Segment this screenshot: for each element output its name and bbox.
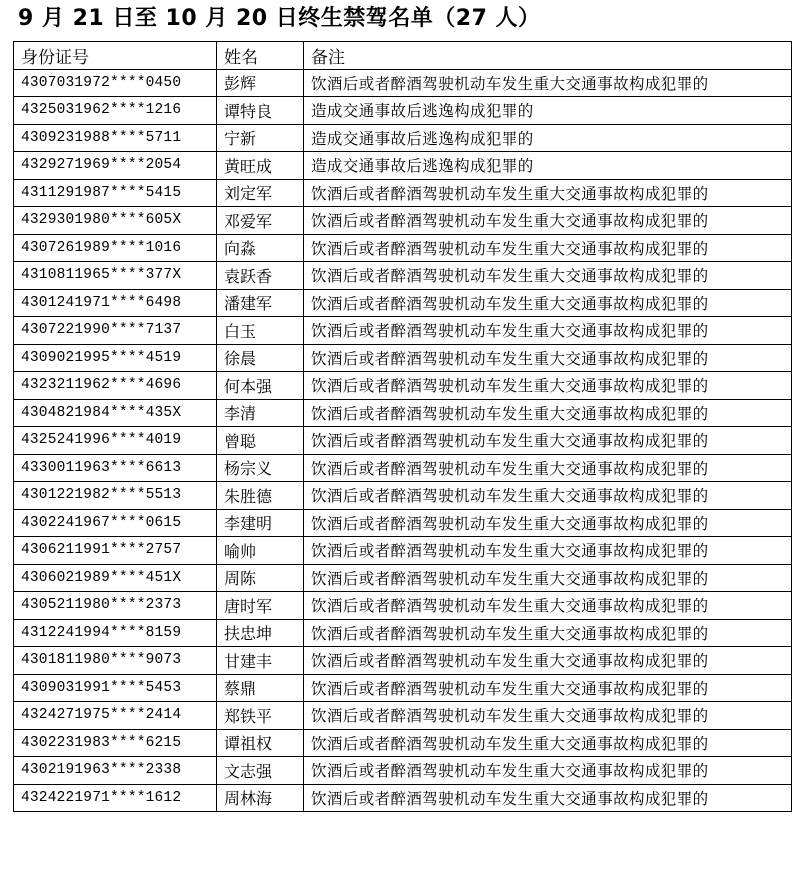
name-cell: 白玉 — [217, 317, 304, 345]
id-number-cell: 4325241996****4019 — [14, 427, 217, 455]
id-number-cell: 4325031962****1216 — [14, 97, 217, 125]
note-cell: 饮酒后或者醉酒驾驶机动车发生重大交通事故构成犯罪的 — [304, 784, 792, 812]
note-cell: 饮酒后或者醉酒驾驶机动车发生重大交通事故构成犯罪的 — [304, 207, 792, 235]
table-row — [14, 674, 792, 702]
note-cell: 饮酒后或者醉酒驾驶机动车发生重大交通事故构成犯罪的 — [304, 647, 792, 675]
note-cell: 饮酒后或者醉酒驾驶机动车发生重大交通事故构成犯罪的 — [304, 454, 792, 482]
table-row — [14, 564, 792, 592]
table-body — [14, 69, 792, 812]
name-cell: 扶忠坤 — [217, 619, 304, 647]
id-number-cell: 4309231988****5711 — [14, 124, 217, 152]
id-number-cell: 4311291987****5415 — [14, 179, 217, 207]
id-number-cell: 4304821984****435X — [14, 399, 217, 427]
note-cell: 饮酒后或者醉酒驾驶机动车发生重大交通事故构成犯罪的 — [304, 179, 792, 207]
table-row — [14, 179, 792, 207]
note-cell: 饮酒后或者醉酒驾驶机动车发生重大交通事故构成犯罪的 — [304, 564, 792, 592]
name-cell: 喻帅 — [217, 537, 304, 565]
table-header-row — [14, 42, 792, 70]
name-cell: 杨宗义 — [217, 454, 304, 482]
id-number-cell: 4324221971****1612 — [14, 784, 217, 812]
note-cell: 饮酒后或者醉酒驾驶机动车发生重大交通事故构成犯罪的 — [304, 537, 792, 565]
table-row — [14, 207, 792, 235]
table-row — [14, 784, 792, 812]
id-number-cell: 4329301980****605X — [14, 207, 217, 235]
id-number-cell: 4309031991****5453 — [14, 674, 217, 702]
table-row — [14, 509, 792, 537]
note-cell: 造成交通事故后逃逸构成犯罪的 — [304, 152, 792, 180]
table-row — [14, 97, 792, 125]
table-row — [14, 372, 792, 400]
name-cell: 唐时军 — [217, 592, 304, 620]
note-cell: 饮酒后或者醉酒驾驶机动车发生重大交通事故构成犯罪的 — [304, 317, 792, 345]
id-number-cell: 4306211991****2757 — [14, 537, 217, 565]
note-cell: 造成交通事故后逃逸构成犯罪的 — [304, 97, 792, 125]
table-row — [14, 647, 792, 675]
name-cell: 李建明 — [217, 509, 304, 537]
note-cell: 饮酒后或者醉酒驾驶机动车发生重大交通事故构成犯罪的 — [304, 619, 792, 647]
note-cell: 饮酒后或者醉酒驾驶机动车发生重大交通事故构成犯罪的 — [304, 372, 792, 400]
column-header-name: 姓名 — [217, 42, 304, 70]
name-cell: 黄旺成 — [217, 152, 304, 180]
id-number-cell: 4305211980****2373 — [14, 592, 217, 620]
id-number-cell: 4306021989****451X — [14, 564, 217, 592]
name-cell: 周林海 — [217, 784, 304, 812]
column-header-note: 备注 — [304, 42, 792, 70]
note-cell: 饮酒后或者醉酒驾驶机动车发生重大交通事故构成犯罪的 — [304, 674, 792, 702]
table-row — [14, 344, 792, 372]
note-cell: 饮酒后或者醉酒驾驶机动车发生重大交通事故构成犯罪的 — [304, 262, 792, 290]
note-cell: 饮酒后或者醉酒驾驶机动车发生重大交通事故构成犯罪的 — [304, 234, 792, 262]
note-cell: 饮酒后或者醉酒驾驶机动车发生重大交通事故构成犯罪的 — [304, 729, 792, 757]
table-row — [14, 482, 792, 510]
id-number-cell: 4302191963****2338 — [14, 757, 217, 785]
table-row — [14, 729, 792, 757]
table-row — [14, 289, 792, 317]
name-cell: 郑铁平 — [217, 702, 304, 730]
id-number-cell: 4301811980****9073 — [14, 647, 217, 675]
table-row — [14, 619, 792, 647]
id-number-cell: 4323211962****4696 — [14, 372, 217, 400]
note-cell: 饮酒后或者醉酒驾驶机动车发生重大交通事故构成犯罪的 — [304, 399, 792, 427]
banned-drivers-table — [13, 41, 792, 812]
table-row — [14, 427, 792, 455]
id-number-cell: 4307261989****1016 — [14, 234, 217, 262]
name-cell: 袁跃香 — [217, 262, 304, 290]
id-number-cell: 4302231983****6215 — [14, 729, 217, 757]
id-number-cell: 4324271975****2414 — [14, 702, 217, 730]
table-row — [14, 124, 792, 152]
name-cell: 李清 — [217, 399, 304, 427]
table-row — [14, 757, 792, 785]
id-number-cell: 4329271969****2054 — [14, 152, 217, 180]
table-row — [14, 69, 792, 97]
name-cell: 向淼 — [217, 234, 304, 262]
table-row — [14, 317, 792, 345]
name-cell: 谭特良 — [217, 97, 304, 125]
table-row — [14, 454, 792, 482]
name-cell: 蔡鼎 — [217, 674, 304, 702]
table-row — [14, 592, 792, 620]
table-row — [14, 152, 792, 180]
note-cell: 饮酒后或者醉酒驾驶机动车发生重大交通事故构成犯罪的 — [304, 344, 792, 372]
name-cell: 何本强 — [217, 372, 304, 400]
name-cell: 曾聪 — [217, 427, 304, 455]
table-row — [14, 399, 792, 427]
id-number-cell: 4301241971****6498 — [14, 289, 217, 317]
id-number-cell: 4307031972****0450 — [14, 69, 217, 97]
id-number-cell: 4302241967****0615 — [14, 509, 217, 537]
note-cell: 造成交通事故后逃逸构成犯罪的 — [304, 124, 792, 152]
id-number-cell: 4309021995****4519 — [14, 344, 217, 372]
page-title: 9 月 21 日至 10 月 20 日终生禁驾名单（27 人） — [18, 6, 541, 31]
name-cell: 刘定军 — [217, 179, 304, 207]
name-cell: 周陈 — [217, 564, 304, 592]
table-row — [14, 234, 792, 262]
name-cell: 潘建军 — [217, 289, 304, 317]
table-row — [14, 537, 792, 565]
note-cell: 饮酒后或者醉酒驾驶机动车发生重大交通事故构成犯罪的 — [304, 482, 792, 510]
note-cell: 饮酒后或者醉酒驾驶机动车发生重大交通事故构成犯罪的 — [304, 427, 792, 455]
note-cell: 饮酒后或者醉酒驾驶机动车发生重大交通事故构成犯罪的 — [304, 592, 792, 620]
table-row — [14, 702, 792, 730]
table-row — [14, 262, 792, 290]
name-cell: 彭辉 — [217, 69, 304, 97]
name-cell: 徐晨 — [217, 344, 304, 372]
id-number-cell: 4307221990****7137 — [14, 317, 217, 345]
column-header-id: 身份证号 — [14, 42, 217, 70]
name-cell: 文志强 — [217, 757, 304, 785]
note-cell: 饮酒后或者醉酒驾驶机动车发生重大交通事故构成犯罪的 — [304, 69, 792, 97]
name-cell: 朱胜德 — [217, 482, 304, 510]
name-cell: 邓爱军 — [217, 207, 304, 235]
id-number-cell: 4312241994****8159 — [14, 619, 217, 647]
name-cell: 宁新 — [217, 124, 304, 152]
id-number-cell: 4310811965****377X — [14, 262, 217, 290]
name-cell: 甘建丰 — [217, 647, 304, 675]
id-number-cell: 4301221982****5513 — [14, 482, 217, 510]
note-cell: 饮酒后或者醉酒驾驶机动车发生重大交通事故构成犯罪的 — [304, 509, 792, 537]
note-cell: 饮酒后或者醉酒驾驶机动车发生重大交通事故构成犯罪的 — [304, 702, 792, 730]
id-number-cell: 4330011963****6613 — [14, 454, 217, 482]
note-cell: 饮酒后或者醉酒驾驶机动车发生重大交通事故构成犯罪的 — [304, 757, 792, 785]
name-cell: 谭祖权 — [217, 729, 304, 757]
note-cell: 饮酒后或者醉酒驾驶机动车发生重大交通事故构成犯罪的 — [304, 289, 792, 317]
